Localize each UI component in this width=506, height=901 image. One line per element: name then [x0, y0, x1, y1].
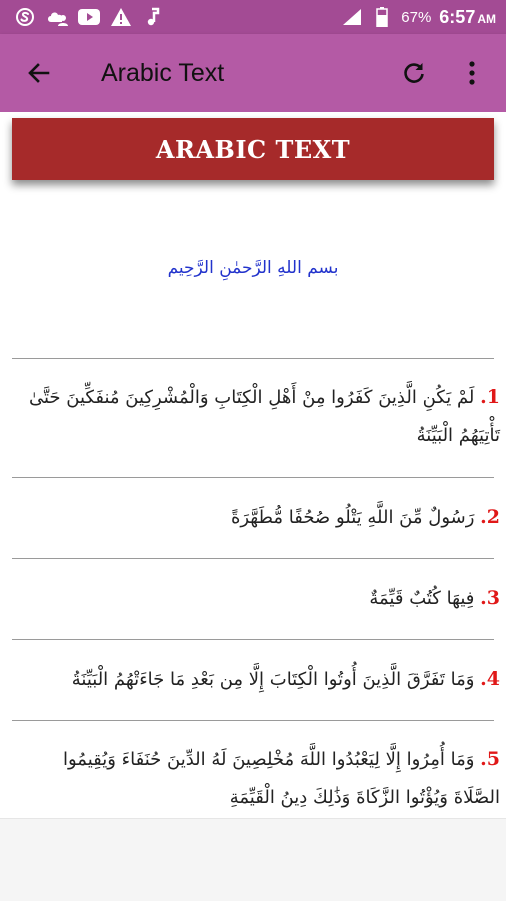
verse-number: 1. — [480, 386, 500, 408]
verse-item — [12, 579, 500, 618]
status-bar — [0, 0, 506, 34]
verse-item — [12, 660, 500, 699]
bottom-area — [0, 818, 506, 901]
content-scroll-area[interactable] — [0, 112, 506, 818]
verse-text: رَسُولٌ مِّنَ اللَّهِ يَتْلُو صُحُفًا مُّطَهَّرَةً — [230, 507, 475, 528]
s-circle-icon — [14, 6, 36, 28]
basmala: بسم اللهِ الرَّحمٰنِ الرَّحِيم — [167, 258, 339, 278]
divider — [12, 477, 494, 478]
music-note-icon — [142, 6, 164, 28]
more-options-button[interactable] — [454, 55, 490, 91]
cloud-user-icon — [46, 6, 68, 28]
clock-time: 6:57 — [439, 6, 476, 27]
verse-number: 4. — [480, 668, 500, 690]
app-bar — [0, 34, 506, 112]
battery-percent: 67% — [401, 8, 432, 26]
divider — [12, 720, 494, 721]
verse-number: 3. — [480, 587, 500, 609]
youtube-icon — [78, 6, 100, 28]
verse-item — [12, 740, 500, 817]
battery-icon — [371, 6, 393, 28]
verse-text: وَمَا تَفَرَّقَ الَّذِينَ أُوتُوا الْكِتَابَ إِلَّا مِن بَعْدِ مَا جَاءَتْهُمُ الْبَيِّنَةُ — [71, 669, 475, 690]
refresh-icon — [401, 60, 427, 86]
app-bar-actions — [396, 55, 506, 91]
signal-icon — [341, 6, 363, 28]
verse-item — [12, 498, 500, 537]
clock-ampm: AM — [477, 11, 496, 26]
divider — [12, 639, 494, 640]
refresh-button[interactable] — [396, 55, 432, 91]
status-right — [341, 6, 506, 28]
verse-text: فِيهَا كُتُبٌ قَيِّمَةٌ — [369, 588, 475, 609]
status-left-icons — [0, 6, 164, 28]
verse-text: لَمْ يَكُنِ الَّذِينَ كَفَرُوا مِنْ أَهْلِ الْكِتَابِ وَالْمُشْرِكِينَ مُنفَكِّينَ حَتَّىٰ تَأْتِيَهُمُ الْبَيِّنَةُ — [29, 387, 500, 446]
verse-text: وَمَا أُمِرُوا إِلَّا لِيَعْبُدُوا اللَّهَ مُخْلِصِينَ لَهُ الدِّينَ حُنَفَاءَ وَيُقِيمُوا الصَّلَاةَ وَيُؤْتُوا الزَّكَاةَ وَذَٰلِكَ دِينُ الْقَيِّمَةِ — [62, 749, 500, 808]
header-banner: ARABIC TEXT — [12, 118, 494, 180]
verse-number: 5. — [480, 748, 500, 770]
more-vert-icon — [468, 60, 476, 86]
app-bar-title: Arabic Text — [101, 58, 225, 87]
clock — [439, 7, 496, 28]
divider — [12, 558, 494, 559]
verse-number: 2. — [480, 506, 500, 528]
back-button[interactable] — [17, 51, 61, 95]
verse-item — [12, 378, 500, 455]
divider — [12, 358, 494, 359]
back-arrow-icon — [26, 60, 52, 86]
warning-icon — [110, 6, 132, 28]
